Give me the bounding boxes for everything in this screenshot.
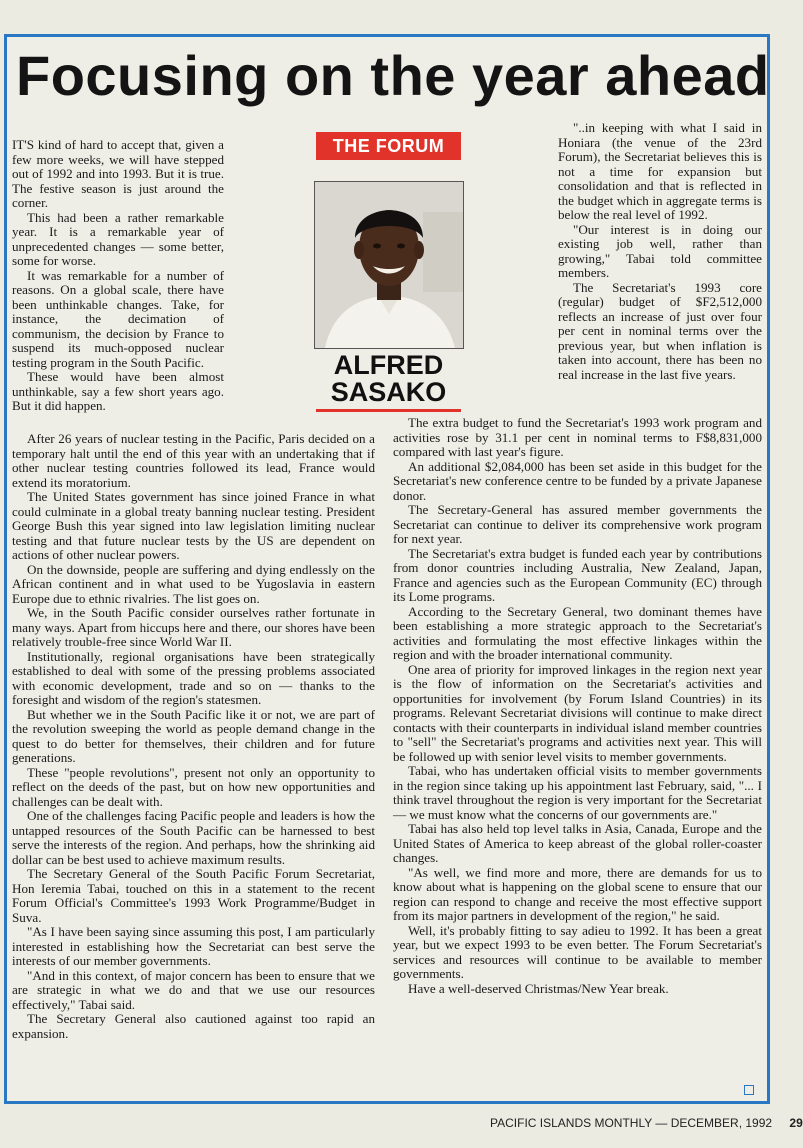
- publication-line: PACIFIC ISLANDS MONTHLY — DECEMBER, 1992: [490, 1116, 773, 1130]
- paragraph: After 26 years of nuclear testing in the Pacific, Paris decided on a temporary halt until the end of this year with an undertaking that if other nuclear testing countries followed its lead, France would extend its moratorium.: [12, 431, 375, 490]
- paragraph: These "people revolutions", present not only an opportunity to reflect on the deeds of the past, but on how new opportunities and challenges can be dealt with.: [12, 764, 375, 809]
- square-end-mark-icon: [744, 1085, 754, 1095]
- paragraph: These would have been almost unthinkable, say a few short years ago. But it did happen.: [12, 369, 224, 413]
- paragraph: We, in the South Pacific consider ourselves rather fortunate in many ways. Apart from hiccups here and there, our shores have been relatively trouble-free since World War II.: [12, 605, 375, 649]
- paragraph: The Secretary General of the South Pacific Forum Secretariat, Hon Ieremia Tabai, touched on this in a statement to the recent Forum Official's Committee's 1993 Work Programme/Budget in Suva.: [12, 866, 375, 925]
- author-first-name: ALFRED: [333, 350, 444, 380]
- paragraph: IT'S kind of hard to accept that, given a few more weeks, we will have stepped out of 1992 and into 1993. But it is true. The festive season is just around the corner.: [12, 137, 224, 210]
- paragraph: One area of priority for improved linkages in the region next year is the flow of information on the Secretariat's activities and opportunities for involvement (by Forum Island Countries) in its programs. Relevant Secretariat divisions will continue to make direct contacts with their counterparts in individual island member countries to "sell" the Secretariat's programs and activities next year. This will be followed up with senior level visits to member governments.: [393, 661, 762, 764]
- author-photo: [314, 181, 464, 349]
- body-column-left: [12, 138, 224, 414]
- body-column-lower-right: [393, 416, 762, 996]
- paragraph: "..in keeping with what I said in Honiara (the venue of the 23rd Forum), the Secretariat believes this is not a time for expansion but consolidation and that is reflected in the budget which in aggregate terms is below the real level of 1992.: [558, 120, 762, 222]
- paragraph: The Secretary General also cautioned against too rapid an expansion.: [12, 1011, 375, 1041]
- paragraph: The Secretary-General has assured member governments the Secretariat can continue to deliver its comprehensive work program for next year.: [393, 502, 762, 546]
- paragraph: The Secretariat's 1993 core (regular) budget of $F2,512,000 reflects an increase of just over four per cent in nominal terms over the previous year, but when inflation is taken into account, there has been no real increase in the last five years.: [558, 279, 762, 382]
- byline-rule: [316, 409, 461, 412]
- author-byline: [316, 352, 461, 406]
- article-headline: Focusing on the year ahead: [16, 44, 770, 107]
- paragraph: "As I have been saying since assuming this post, I am particularly interested in establishing how the Secretariat can best serve the interests of our member governments.: [12, 924, 375, 968]
- paragraph: An additional $2,084,000 has been set aside in this budget for the Secretariat's new conference centre to be funded by a private Japanese donor.: [393, 458, 762, 503]
- paragraph: "And in this context, of major concern has been to ensure that we are strategic in what we do and that we use our resources effectively," Tabai said.: [12, 967, 375, 1012]
- section-badge: THE FORUM: [316, 132, 461, 160]
- paragraph: One of the challenges facing Pacific people and leaders is how the untapped resources of the South Pacific can be harnessed to best serve the interests of the region. And perhaps, how the shrinking aid dollar can be best used to achieve maximum results.: [12, 808, 375, 867]
- paragraph: Have a well-deserved Christmas/New Year break.: [408, 980, 669, 996]
- paragraph: The Secretariat's extra budget is funded each year by contributions from donor countries including Australia, New Zealand, Japan, France and agencies such as the European Community (EC) through its Lome programs.: [393, 545, 762, 604]
- paragraph: "As well, we find more and more, there are demands for us to know about what is happening on the global scene to ensure that our region can respond to change and receive the most effective support from its major partners in development of the region," he said.: [393, 864, 762, 923]
- paragraph: The extra budget to fund the Secretariat's 1993 work program and activities rose by 31.1 per cent in nominal terms to F$8,831,000 compared with last year's figure.: [393, 415, 762, 459]
- page-number: 29: [789, 1116, 803, 1130]
- paragraph: On the downside, people are suffering and dying endlessly on the African continent and in what used to be Yugoslavia in eastern Europe due to ethnic rivalries. The list goes on.: [12, 561, 375, 606]
- paragraph: According to the Secretary General, two dominant themes have been establishing a more strategic approach to the Secretariat's activities and formulating the most effective linkages within the region and with the broader international community.: [393, 603, 762, 662]
- paragraph: But whether we in the South Pacific like it or not, we are part of the revolution sweeping the world as people demand change in the quest to do better for themselves, their children and for future generations.: [12, 706, 375, 765]
- paragraph: The United States government has since joined France in what could culminate in a global treaty banning nuclear testing. President George Bush this year signed into law legislation limiting nuclear testing and that future nuclear tests by the US are dependent on actions of other nuclear powers.: [12, 489, 375, 562]
- paragraph: Well, it's probably fitting to say adieu to 1992. It has been a great year, but we expect 1993 to be even better. The Forum Secretariat's services and resources will continue to be available to member governments.: [393, 922, 762, 981]
- author-last-name: SASAKO: [330, 377, 447, 407]
- paragraph: It was remarkable for a number of reasons. On a global scale, there have been unthinkable changes. Take, for instance, the decimation of communism, the decision by France to suspend its much-opposed nuclear testing program in the South Pacific.: [12, 267, 224, 370]
- body-column-lower-left: [12, 432, 375, 1041]
- paragraph: Tabai, who has undertaken official visits to member governments in the region since taking up his appointment last February, said, "... I think travel throughout the region is very important for the Secretariat — we must know what the concerns of our governments are.": [393, 763, 762, 822]
- paragraph: This had been a rather remarkable year. It is a remarkable year of unprecedented changes — some better, some for worse.: [12, 209, 224, 268]
- body-column-right: [558, 121, 762, 382]
- page-footer: [490, 1116, 803, 1130]
- paragraph: Tabai has also held top level talks in Asia, Canada, Europe and the United States of America to keep abreast of the global roller-coaster changes.: [393, 821, 762, 865]
- paragraph: "Our interest is in doing our existing job well, rather than growing," Tabai told committee members.: [558, 221, 762, 280]
- paragraph: Institutionally, regional organisations have been strategically established to deal with some of the pressing problems associated with economic development, trade and so on — thanks to the foresight and wisdom of the region's statesmen.: [12, 648, 375, 707]
